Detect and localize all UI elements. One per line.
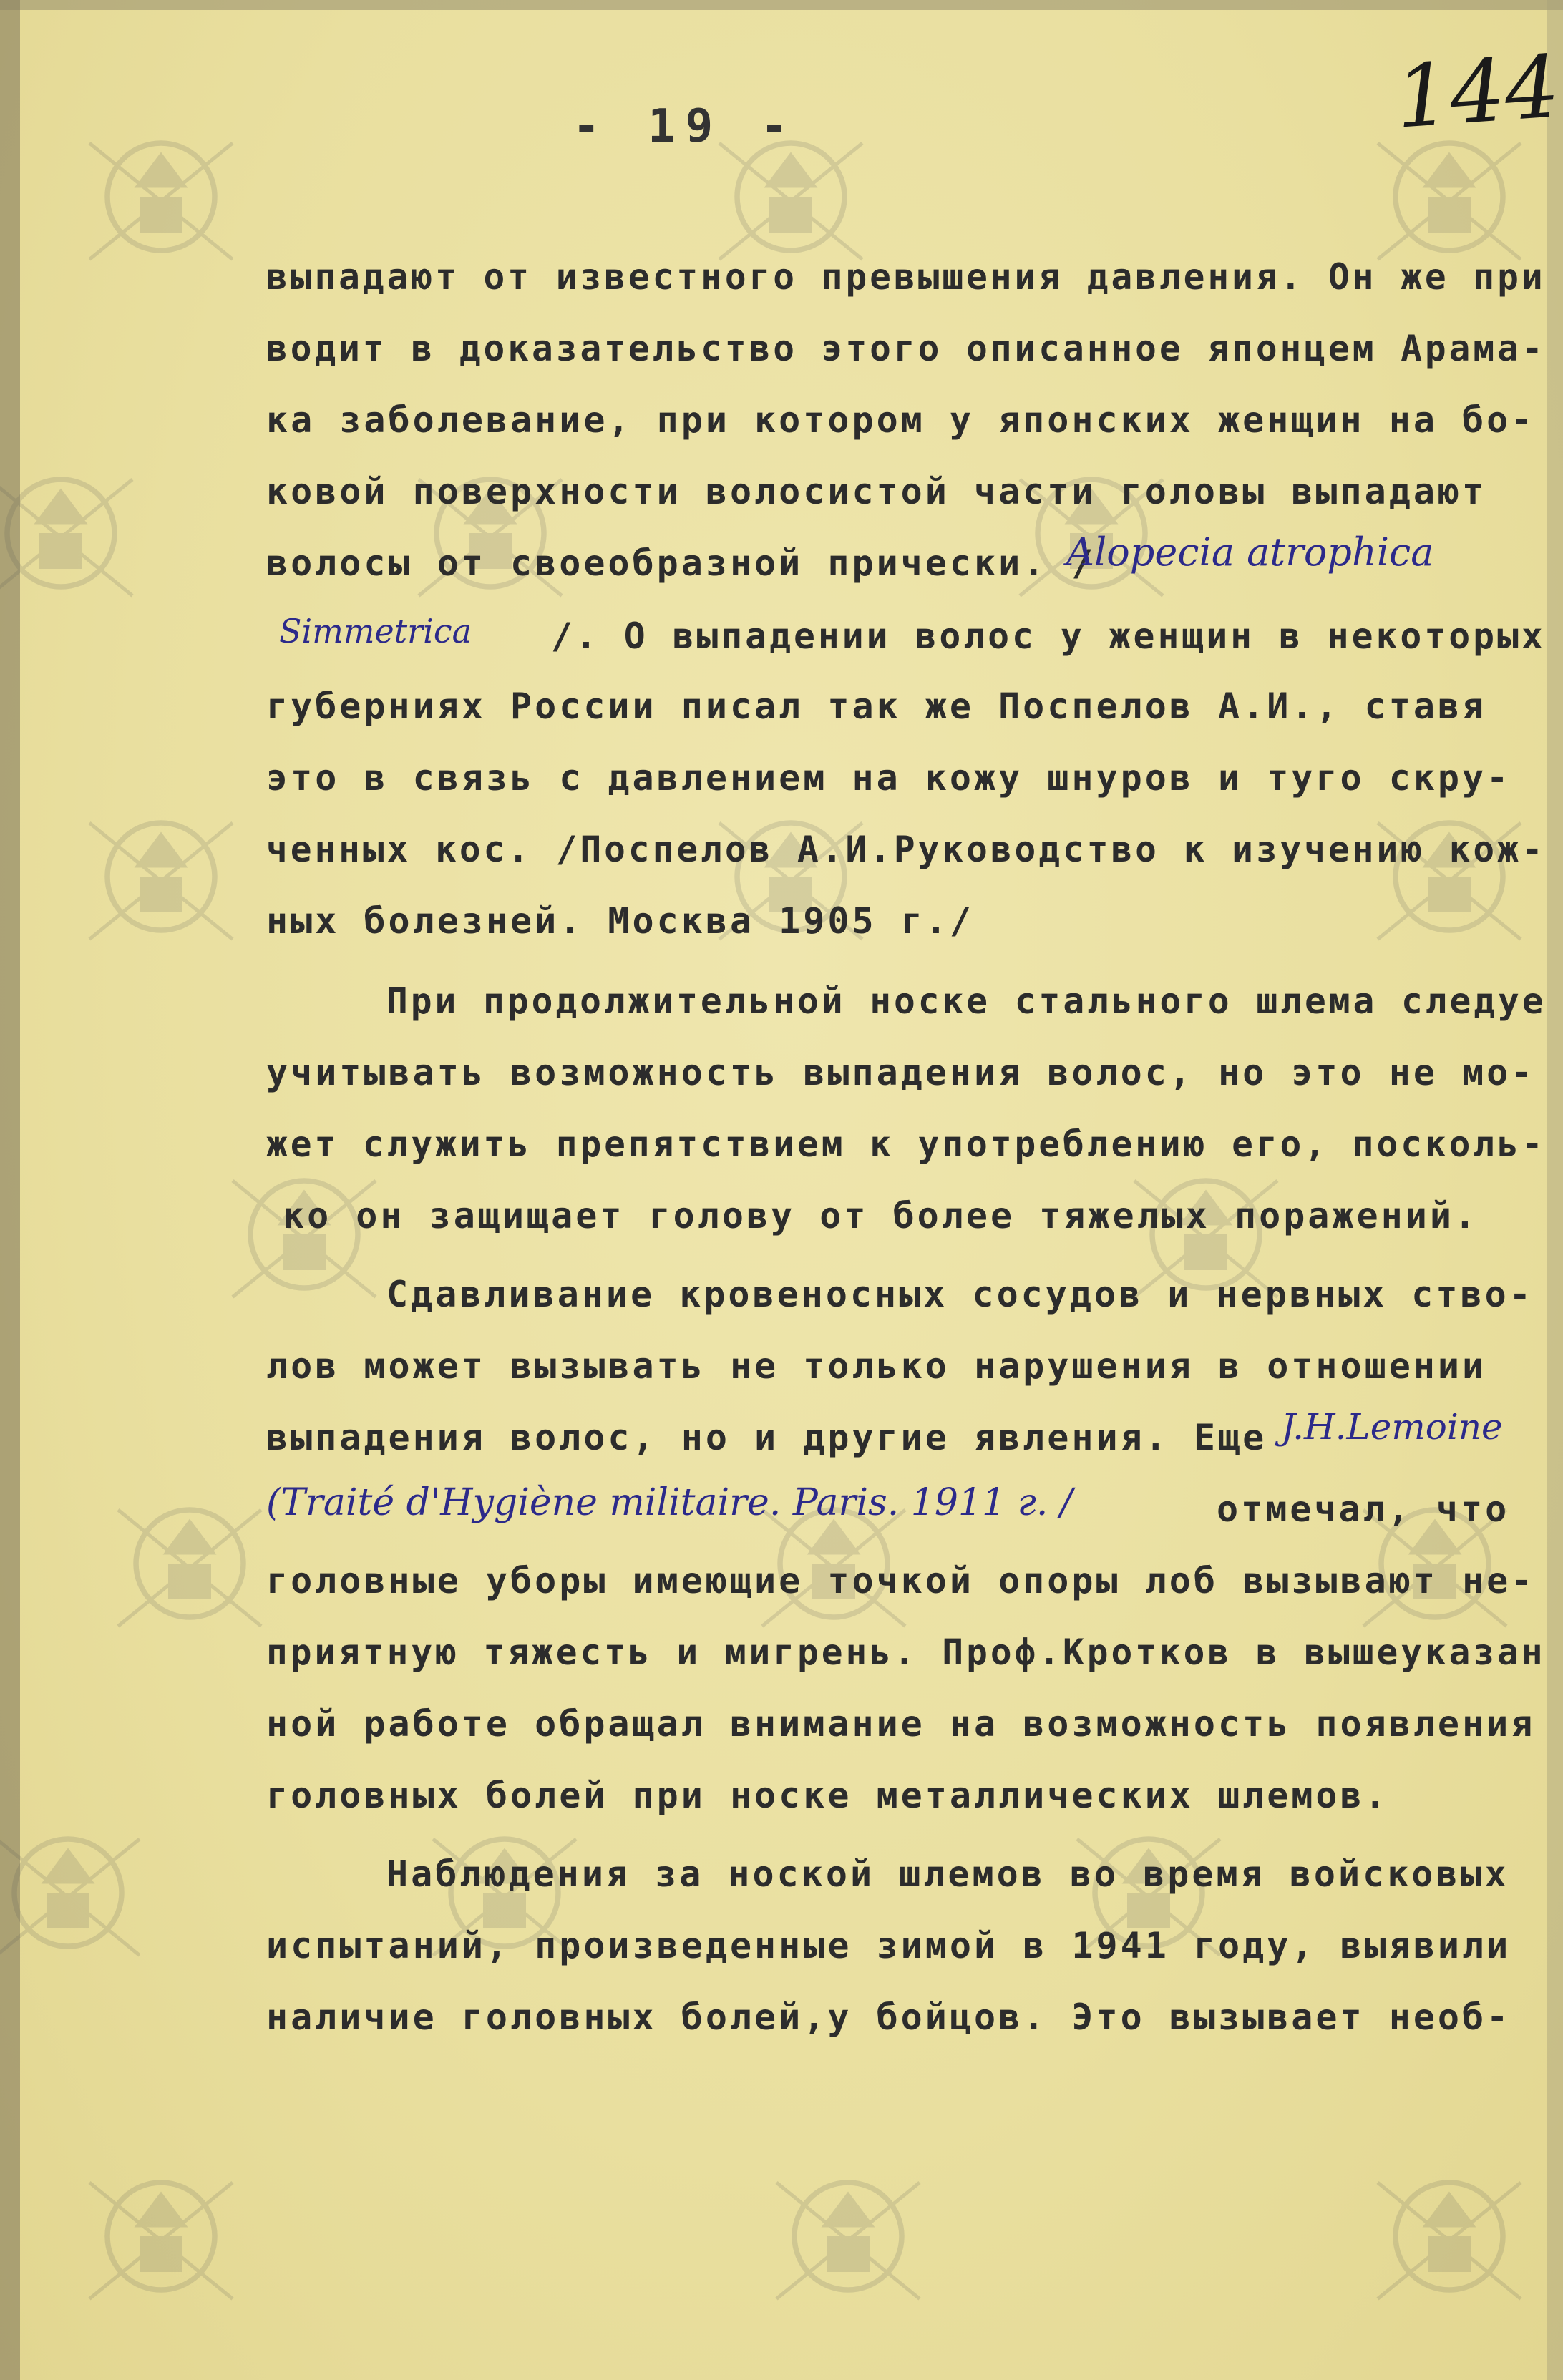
text-line: испытаний, произведенные зимой в 1941 году, выявили: [266, 1925, 1511, 1966]
emblem-watermark-icon: [100, 1474, 279, 1653]
text-line: При продолжительной носке стального шлема следуе: [386, 980, 1547, 1022]
text-line: водит в доказательство этого описанное японцем Арама-: [266, 328, 1546, 369]
emblem-watermark-icon: [72, 2147, 250, 2326]
text-line: ко он защищает голову от более тяжелых поражений.: [283, 1195, 1479, 1237]
text-line: лов может вызывать не только нарушения в отношении: [266, 1345, 1487, 1387]
text-line: /. О выпадении волос у женщин в некоторых: [551, 615, 1546, 657]
page-number: - 19 -: [573, 100, 799, 153]
emblem-watermark-icon: [72, 107, 250, 286]
text-line: головные уборы имеющие точкой опоры лоб вызывают не-: [266, 1560, 1536, 1601]
emblem-watermark-icon: [1360, 787, 1539, 966]
handwritten-annotation: Alopecia atrophica: [1066, 530, 1434, 575]
emblem-watermark-icon: [0, 444, 150, 623]
text-line: приятную тяжесть и мигрень. Проф.Кротков в вышеуказан: [266, 1632, 1546, 1673]
archive-sheet-number: 144: [1392, 37, 1563, 148]
text-line: отмечал, что: [1217, 1488, 1510, 1530]
text-line: выпадают от известного превышения давления. Он же при: [266, 256, 1546, 298]
handwritten-annotation: (Traité d'Hygiène militaire. Paris. 1911 г. /: [266, 1481, 1073, 1524]
emblem-watermark-icon: [1360, 2147, 1539, 2326]
text-line: Наблюдения за ноской шлемов во время войсковых: [386, 1853, 1509, 1895]
text-line: это в связь с давлением на кожу шнуров и туго скру-: [266, 757, 1511, 799]
text-line: жет служить препятствием к употреблению его, посколь-: [266, 1123, 1546, 1165]
text-line: ковой поверхности волосистой части головы выпадают: [266, 471, 1487, 512]
text-line: ной работе обращал внимание на возможность появления: [266, 1703, 1536, 1745]
text-line: ных болезней. Москва 1905 г./: [266, 900, 974, 942]
emblem-watermark-icon: [0, 1803, 157, 1982]
scan-edge-left: [0, 0, 20, 2380]
text-line: Сдавливание кровеносных сосудов и нервных ство-: [386, 1274, 1534, 1315]
text-line: губерниях России писал так же Поспелов А.И., ставя: [266, 686, 1487, 727]
handwritten-annotation: J.H.Lemoine: [1281, 1406, 1503, 1448]
text-line: ченных кос. /Поспелов А.И.Руководство к изучению кож-: [266, 829, 1546, 870]
text-line: учитывать возможность выпадения волос, но это не мо-: [266, 1052, 1536, 1093]
scan-edge-top: [0, 0, 1563, 10]
text-line: головных болей при носке металлических шлемов.: [266, 1775, 1389, 1816]
scan-edge-right: [1547, 0, 1563, 2380]
emblem-watermark-icon: [72, 787, 250, 966]
text-line: выпадения волос, но и другие явления. Еще: [266, 1417, 1267, 1458]
text-line: ка заболевание, при котором у японских женщин на бо-: [266, 399, 1536, 441]
text-line: волосы от своеобразной прически. /: [266, 542, 1096, 584]
handwritten-annotation: Simmetrica: [279, 612, 472, 650]
text-line: наличие головных болей,у бойцов. Это вызывает необ-: [266, 1996, 1511, 2038]
emblem-watermark-icon: [759, 2147, 938, 2326]
